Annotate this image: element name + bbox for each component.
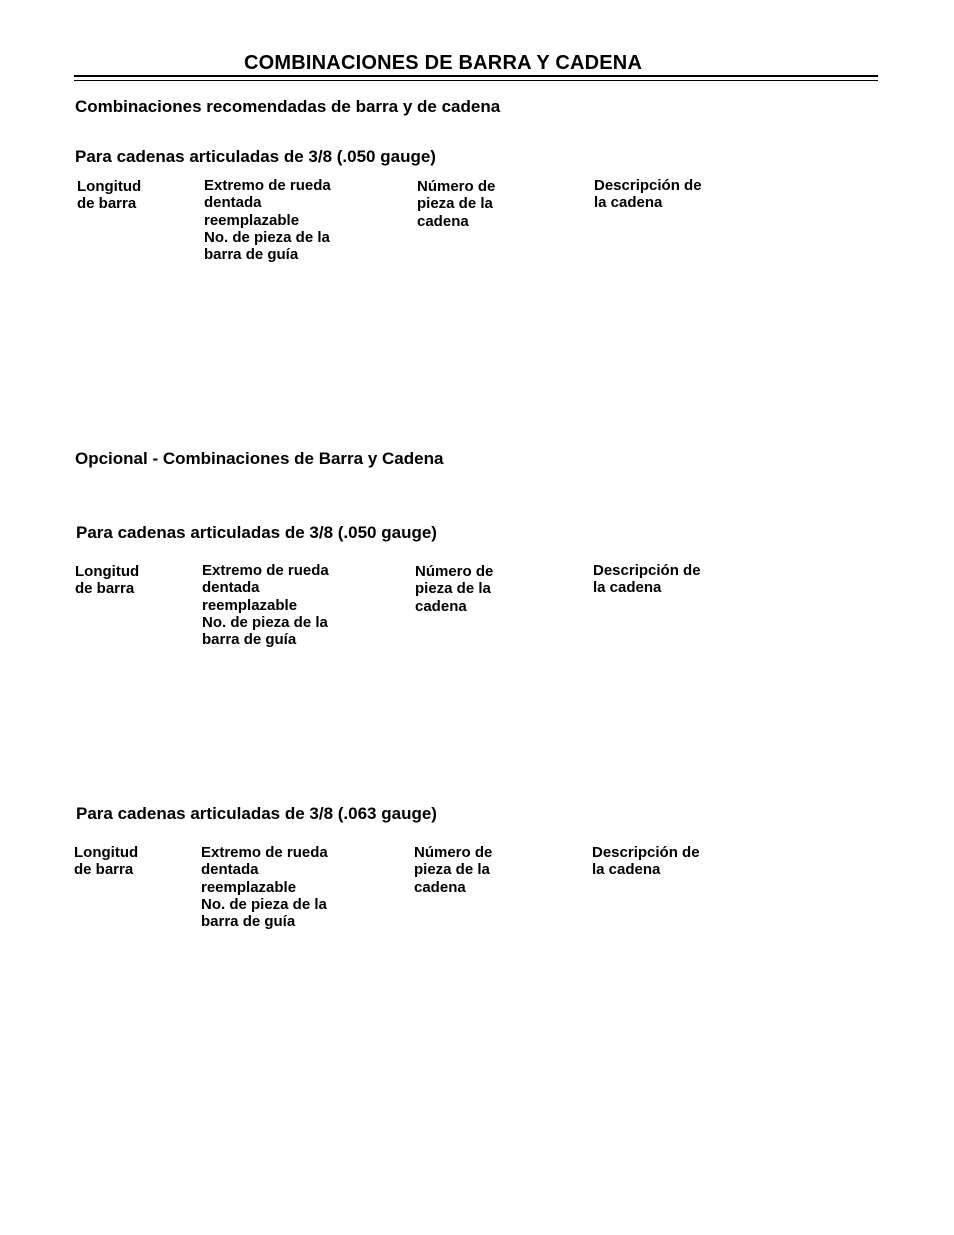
page-title: COMBINACIONES DE BARRA Y CADENA	[244, 52, 643, 74]
title-rule-thin	[74, 80, 878, 81]
column-header-guide-bar-part: Extremo de rueda dentada reemplazable No. de pieza de la barra de guía	[202, 562, 329, 649]
column-header-bar-length: Longitud de barra	[77, 178, 142, 213]
column-header-guide-bar-part: Extremo de rueda dentada reemplazable No. de pieza de la barra de guía	[201, 844, 328, 931]
column-header-chain-part: Número de pieza de la cadena	[417, 178, 496, 230]
column-header-chain-part: Número de pieza de la cadena	[414, 844, 493, 896]
column-header-chain-part: Número de pieza de la cadena	[415, 563, 494, 615]
column-header-bar-length: Longitud de barra	[74, 844, 139, 879]
section-heading-recommended: Combinaciones recomendadas de barra y de cadena	[75, 97, 501, 116]
column-header-chain-description: Descripción de la cadena	[592, 844, 700, 879]
table-heading: Para cadenas articuladas de 3/8 (.050 gauge)	[75, 147, 436, 166]
table-heading: Para cadenas articuladas de 3/8 (.063 gauge)	[76, 804, 437, 823]
column-header-chain-description: Descripción de la cadena	[594, 177, 702, 212]
table-heading: Para cadenas articuladas de 3/8 (.050 gauge)	[76, 523, 437, 542]
column-header-bar-length: Longitud de barra	[75, 563, 140, 598]
title-rule-thick	[74, 75, 878, 77]
column-header-guide-bar-part: Extremo de rueda dentada reemplazable No. de pieza de la barra de guía	[204, 177, 331, 264]
column-header-chain-description: Descripción de la cadena	[593, 562, 701, 597]
section-heading-optional: Opcional - Combinaciones de Barra y Cadena	[75, 449, 444, 468]
